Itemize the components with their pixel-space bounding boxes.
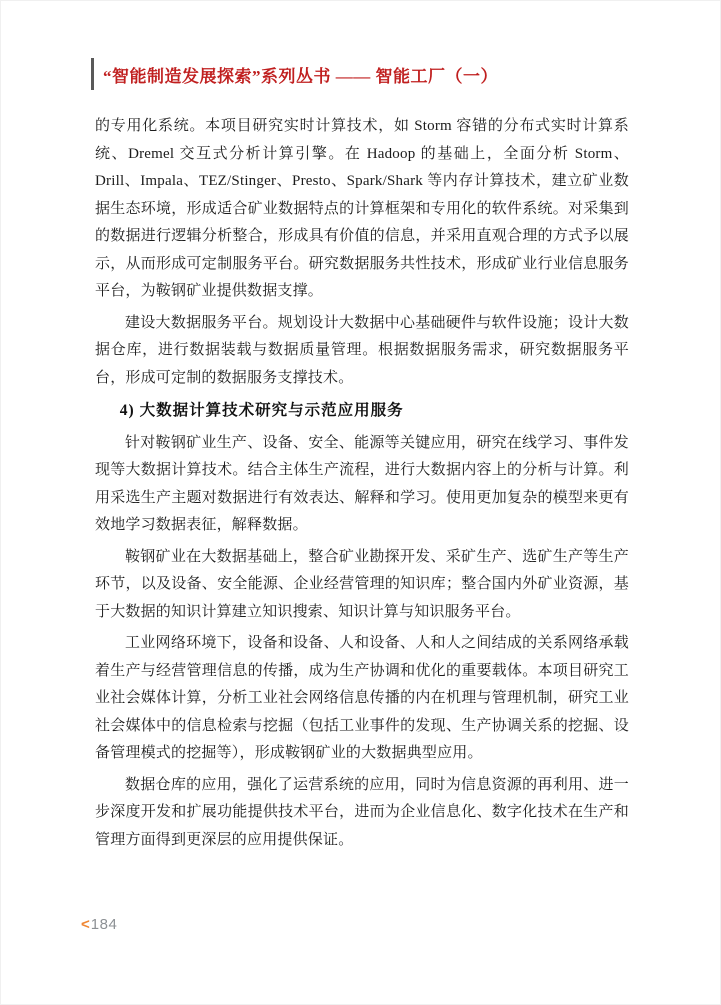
page-content — [95, 113, 629, 858]
paragraph-industrial-network: 工业网络环境下，设备和设备、人和设备、人和人之间结成的关系网络承载着生产与经营管理信息的传播，成为生产协调和优化的重要载体。本项目研究工业社会媒体计算，分析工业社会网络信息传播的内在机理与管理机制，研究工业社会媒体中的信息检索与挖掘（包括工业事件的发现、生产协调关系的挖掘、设备管理模式的挖掘等），形成鞍钢矿业的大数据典型应用。 — [95, 635, 629, 761]
running-header — [91, 58, 660, 90]
header-rule-divider — [91, 58, 94, 90]
series-title: “智能制造发展探索”系列丛书 —— 智能工厂（一） — [103, 66, 498, 86]
paragraph-knowledge-platform: 鞍钢矿业在大数据基础上，整合矿业勘探开发、采矿生产、选矿生产等生产环节，以及设备、安全能源、企业经营管理的知识库；整合国内外矿业资源，基于大数据的知识计算建立知识搜索、知识计算与知识服务平台。 — [95, 548, 629, 620]
paragraph-big-data-platform: 建设大数据服务平台。规划设计大数据中心基础硬件与软件设施；设计大数据仓库，进行数据装载与数据质量管理。根据数据服务需求，研究数据服务平台，形成可定制的数据服务支撑技术。 — [95, 314, 629, 386]
page-footer — [81, 916, 117, 933]
page-number-arrow-icon: < — [81, 916, 90, 933]
paragraph-data-warehouse: 数据仓库的应用，强化了运营系统的应用，同时为信息资源的再利用、进一步深度开发和扩展功能提供技术平台，进而为企业信息化、数字化技术在生产和管理方面得到更深层的应用提供保证。 — [95, 776, 629, 848]
paragraph-continuation: 的专用化系统。本项目研究实时计算技术，如 Storm 容错的分布式实时计算系统、Dremel 交互式分析计算引擎。在 Hadoop 的基础上，全面分析 Storm、Drill、Impala、TEZ/Stinger、Presto、Spark/Shark 等内存计算技术，建立矿业数据生态环境，形成适合矿业数据特点的计算框架和专用化的软件系统。对采集到的数据进行逻辑分析整合，形成具有价值的信息，并采用直观合理的方式予以展示，从而形成可定制服务平台。研究数据服务共性技术，形成矿业行业信息服务平台，为鞍钢矿业提供数据支撑。 — [95, 118, 629, 299]
section-heading: 4) 大数据计算技术研究与示范应用服务 — [119, 402, 404, 419]
paragraph-key-applications: 针对鞍钢矿业生产、设备、安全、能源等关键应用，研究在线学习、事件发现等大数据计算技术。结合主体生产流程，进行大数据内容上的分析与计算。利用采选生产主题对数据进行有效表达、解释和学习。使用更加复杂的模型来更有效地学习数据表征，解释数据。 — [95, 434, 629, 533]
page-number: 184 — [90, 916, 118, 933]
